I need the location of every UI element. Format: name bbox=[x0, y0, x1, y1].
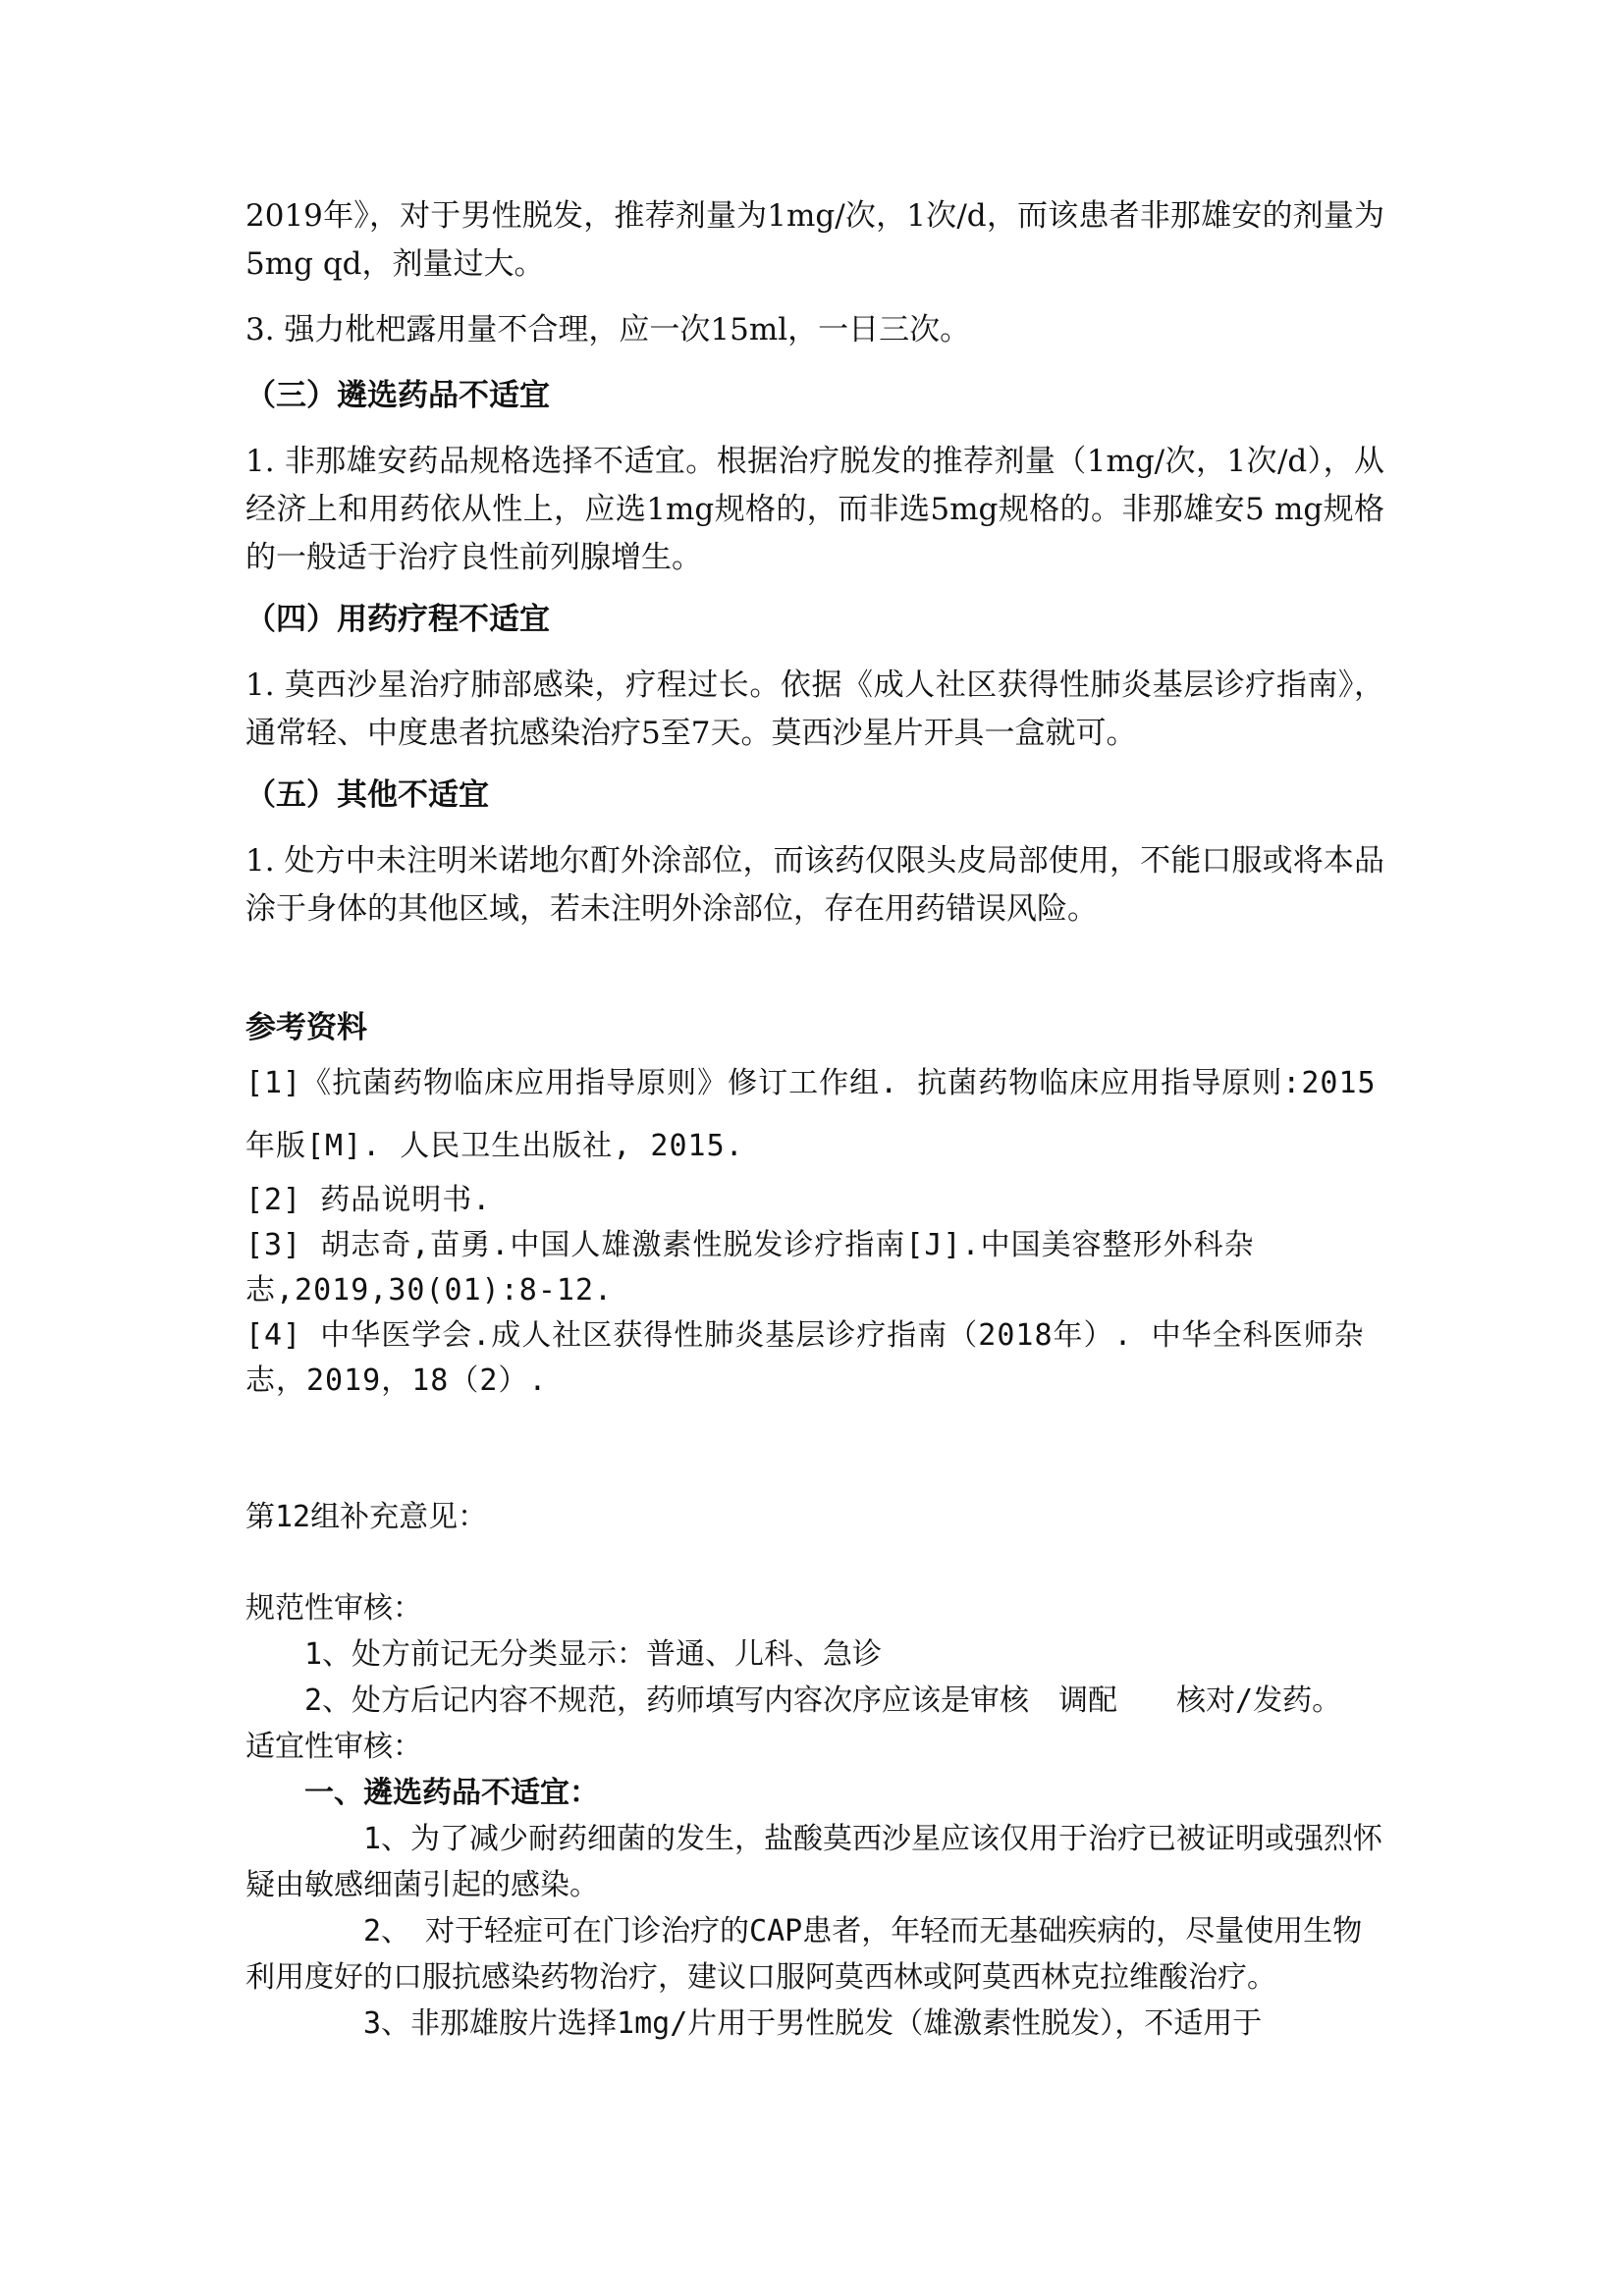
selection-subitem-3: 3、非那雄胺片选择1mg/片用于男性脱发（雄激素性脱发），不适用于 bbox=[363, 2006, 1263, 2041]
selection-heading: （三）遴选药品不适宜 bbox=[245, 378, 550, 413]
dose-paragraph-2-continued: 2019年》，对于男性脱发，推荐剂量为1mg/次，1次/d，而该患者非那雄安的剂量为5mg qd，剂量过大。 bbox=[245, 198, 1384, 282]
other-heading: （五）其他不适宜 bbox=[245, 777, 489, 813]
reference-item-2: [2] 药品说明书. bbox=[245, 1183, 492, 1217]
reference-item-4: [4] 中华医学会.成人社区获得性肺炎基层诊疗指南（2018年）. 中华全科医师杂志，2019，18（2）. bbox=[245, 1318, 1365, 1398]
normative-item-2: 2、处方后记内容不规范，药师填写内容次序应该是审核 调配 核对/发药。 bbox=[304, 1683, 1342, 1718]
reference-item-1: [1]《抗菌药物临床应用指导原则》修订工作组. 抗菌药物临床应用指导原则:2015年版[M]. 人民卫生出版社, 2015. bbox=[245, 1066, 1377, 1163]
course-paragraph-1: 1. 莫西沙星治疗肺部感染，疗程过长。依据《成人社区获得性肺炎基层诊疗指南》，通常轻、中度患者抗感染治疗5至7天。莫西沙星片开具一盒就可。 bbox=[245, 667, 1384, 751]
normative-heading: 规范性审核： bbox=[245, 1591, 422, 1626]
selection-subitem-1: 1、为了减少耐药细菌的发生，盐酸莫西沙星应该仅用于治疗已被证明或强烈怀疑由敏感细菌引起的感染。 bbox=[245, 1822, 1383, 1902]
other-paragraph-1: 1. 处方中未注明米诺地尔酊外涂部位，而该药仅限头皮局部使用，不能口服或将本品涂于身体的其他区域，若未注明外涂部位，存在用药错误风险。 bbox=[245, 843, 1384, 927]
references-heading: 参考资料 bbox=[245, 1010, 367, 1045]
supplement-title: 第12组补充意见： bbox=[245, 1500, 488, 1534]
dose-paragraph-3: 3. 强力枇杷露用量不合理，应一次15ml，一日三次。 bbox=[245, 312, 971, 347]
reference-item-3: [3] 胡志奇,苗勇.中国人雄激素性脱发诊疗指南[J].中国美容整形外科杂志,2019,30(01):8-12. bbox=[245, 1228, 1255, 1308]
suitability-heading: 适宜性审核： bbox=[245, 1730, 422, 1764]
selection-subitem-2: 2、 对于轻症可在门诊治疗的CAP患者，年轻而无基础疾病的，尽量使用生物利用度好的口服抗感染药物治疗，建议口服阿莫西林或阿莫西林克拉维酸治疗。 bbox=[245, 1914, 1363, 1995]
selection-subheading: 一、遴选药品不适宜： bbox=[304, 1776, 599, 1810]
normative-item-1: 1、处方前记无分类显示：普通、儿科、急诊 bbox=[304, 1637, 883, 1672]
course-heading: （四）用药疗程不适宜 bbox=[245, 602, 550, 637]
document-page bbox=[245, 192, 1384, 2047]
selection-paragraph-1: 1. 非那雄安药品规格选择不适宜。根据治疗脱发的推荐剂量（1mg/次，1次/d），从经济上和用药依从性上，应选1mg规格的，而非选5mg规格的。非那雄安5 mg规格的一般适于治疗良性前列腺增生。 bbox=[245, 444, 1384, 575]
